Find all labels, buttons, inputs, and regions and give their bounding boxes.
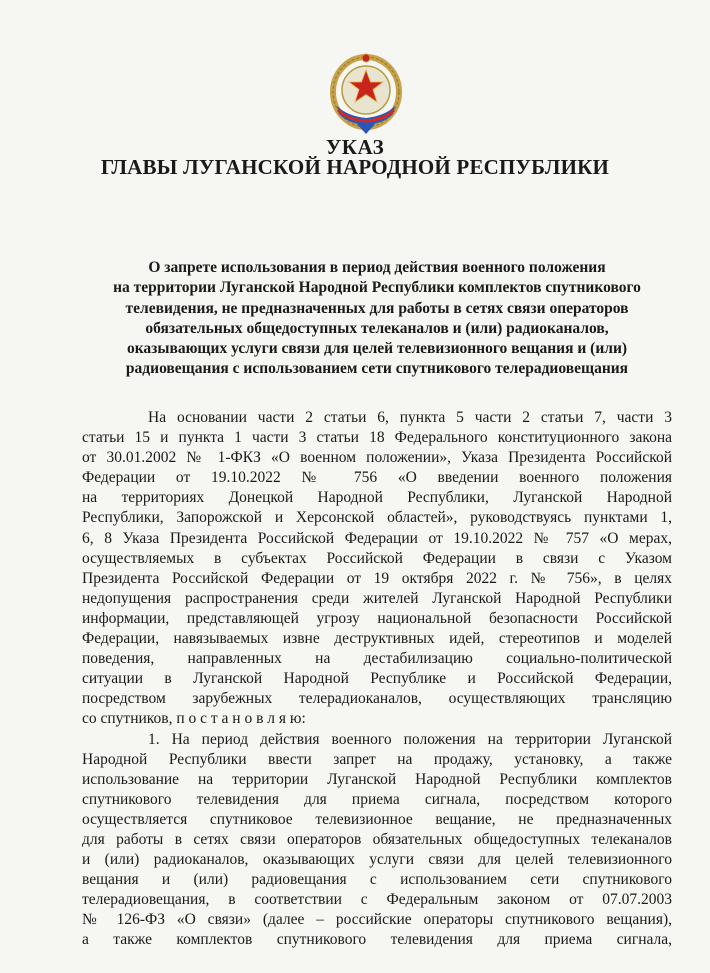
subject-line: на территории Луганской Народной Республики комплектов спутникового xyxy=(113,279,641,297)
subject-line: радиовещания с использованием сети спутникового телерадиовещания xyxy=(125,360,629,378)
body-line: Федерации, навязываемых извне деструктивных идей, стереотипов и моделей xyxy=(82,630,672,648)
body-line: осуществляемых в субъектах Российской Федерации в связи с Указом xyxy=(82,549,672,567)
body-line: ситуации в Луганской Народной Республике и Российской Федерации, xyxy=(82,670,672,688)
subject-line: телевидения, не предназначенных для работы в сетях связи операторов xyxy=(125,299,629,317)
body-line: для работы в сетях связи операторов обязательных общедоступных телеканалов xyxy=(82,830,672,848)
coat-of-arms-icon xyxy=(327,50,405,136)
body-line: Президента Российской Федерации от 19 октября 2022 г. № 756», в целях xyxy=(82,569,672,587)
body-line: использование на территории Луганской Народной Республики комплектов xyxy=(82,770,672,788)
body-line: посредством зарубежных телерадиоканалов, осуществляющих трансляцию xyxy=(82,690,672,708)
decree-body xyxy=(82,408,672,951)
document-issuer: ГЛАВЫ ЛУГАНСКОЙ НАРОДНОЙ РЕСПУБЛИКИ xyxy=(100,155,610,179)
body-line: Народной Республики ввести запрет на продажу, установку, а также xyxy=(82,750,672,768)
body-line: со спутников, п о с т а н о в л я ю: xyxy=(82,710,306,728)
body-line: а также комплектов спутникового телевидения для приема сигнала, xyxy=(82,931,672,949)
body-line: вещания и (или) радиовещания с использованием сети спутникового xyxy=(82,871,672,889)
body-line: № 126-ФЗ «О связи» (далее – российские операторы спутникового вещания), xyxy=(82,911,672,929)
body-line: и (или) радиоканалов, оказывающих услуги связи для целей телевизионного xyxy=(82,851,672,869)
body-line: недопущения распространения среди жителей Луганской Народной Республики xyxy=(82,589,672,607)
decree-subject xyxy=(82,258,672,380)
body-line: осуществляется спутниковое телевизионное вещание, не предназначенных xyxy=(82,810,672,828)
body-line: телерадиовещания, в соответствии с Федеральным законом от 07.07.2003 xyxy=(82,891,672,909)
body-line: 1. На период действия военного положения на территории Луганской xyxy=(148,730,672,748)
subject-line: оказывающих услуги связи для целей телевизионного вещания и (или) xyxy=(126,340,628,358)
body-line: на территориях Донецкой Народной Республики, Луганской Народной xyxy=(82,489,672,507)
subject-line: обязательных общедоступных телеканалов и (или) радиоканалов, xyxy=(145,319,609,337)
body-line: от 30.01.2002 № 1-ФКЗ «О военном положении», Указа Президента Российской xyxy=(82,449,672,467)
body-line: поведения, направленных на дестабилизацию социально-политической xyxy=(82,650,672,668)
body-line: спутникового телевидения для приема сигнала, посредством которого xyxy=(82,790,672,808)
body-line: Федерации от 19.10.2022 № 756 «О введении военного положения xyxy=(82,469,672,487)
body-line: На основании части 2 статьи 6, пункта 5 части 2 статьи 7, части 3 xyxy=(148,409,672,426)
body-line: информации, представляющей угрозу национальной безопасности Российской xyxy=(82,609,672,627)
body-line: статьи 15 и пункта 1 части 3 статьи 18 Федерального конституционного закона xyxy=(82,429,672,447)
body-line: Республики, Запорожской и Херсонской областей», руководствуясь пунктами 1, xyxy=(82,509,672,527)
subject-line: О запрете использования в период действия военного положения xyxy=(148,259,606,276)
body-line: 6, 8 Указа Президента Российской Федерации от 19.10.2022 № 757 «О мерах, xyxy=(82,529,672,547)
document-type: УКАЗ xyxy=(325,135,385,159)
